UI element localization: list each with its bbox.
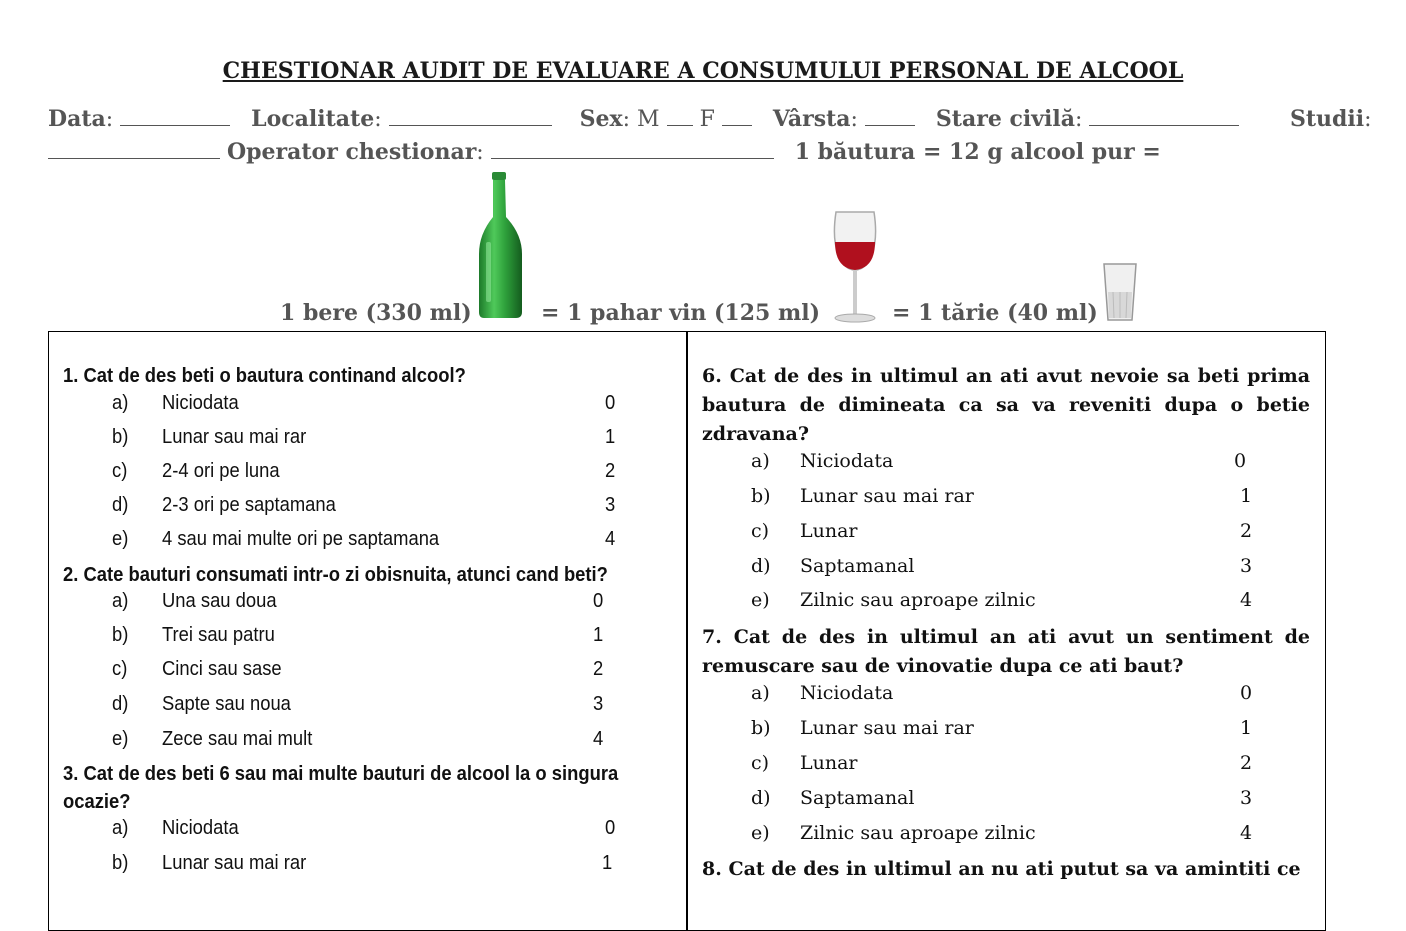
q7-option-c-letter: c): [751, 752, 770, 774]
q6-option-d-score: 3: [1240, 555, 1253, 577]
q3-option-b-letter: b): [112, 852, 129, 874]
q7-option-b-score: 1: [1240, 717, 1253, 739]
q3-option-a-label[interactable]: Niciodata: [162, 817, 239, 839]
q1-option-b-letter: b): [112, 426, 129, 448]
q6-option-c-letter: c): [751, 520, 770, 542]
sex-f-field[interactable]: [722, 107, 752, 126]
q2-option-a-score: 0: [593, 590, 604, 612]
q3-option-a-letter: a): [112, 817, 129, 839]
question-7: 7. Cat de des in ultimul an ati avut un sentiment de remuscare sau de vinovatie dupa ce ati baut?: [702, 626, 1310, 677]
q6-option-d-letter: d): [751, 555, 771, 577]
q7-option-d-label[interactable]: Saptamanal: [800, 787, 915, 809]
q1-option-d-score: 3: [605, 494, 616, 516]
operator-label: Operator chestionar: [227, 139, 477, 165]
q1-option-c-letter: c): [112, 460, 128, 482]
wine-glass-icon: [830, 208, 880, 324]
q6-option-a-label[interactable]: Niciodata: [800, 450, 894, 472]
q2-option-c-label[interactable]: Cinci sau sase: [162, 658, 282, 680]
q1-option-b-label[interactable]: Lunar sau mai rar: [162, 426, 307, 448]
q1-option-b-score: 1: [605, 426, 616, 448]
q2-option-d-score: 3: [593, 693, 604, 715]
q7-option-d-score: 3: [1240, 787, 1253, 809]
standard-drink-label: 1 băutura = 12 g alcool pur =: [794, 139, 1161, 165]
q3-option-b-label[interactable]: Lunar sau mai rar: [162, 852, 307, 874]
spirit-label: = 1 tărie (40 ml): [892, 300, 1098, 326]
q6-option-e-letter: e): [751, 589, 770, 611]
question-2: 2. Cate bauturi consumati intr-o zi obisnuita, atunci cand beti?: [63, 564, 608, 586]
q6-option-c-score: 2: [1240, 520, 1253, 542]
q7-option-a-score: 0: [1240, 682, 1253, 704]
q6-option-e-score: 4: [1240, 589, 1253, 611]
beer-label: 1 bere (330 ml): [280, 300, 472, 326]
q7-option-e-score: 4: [1240, 822, 1253, 844]
data-field[interactable]: [120, 107, 230, 126]
q2-option-c-letter: c): [112, 658, 128, 680]
q2-option-e-letter: e): [112, 728, 129, 750]
q6-option-d-label[interactable]: Saptamanal: [800, 555, 915, 577]
q6-option-c-label[interactable]: Lunar: [800, 520, 858, 542]
q1-option-e-score: 4: [605, 528, 616, 550]
respondent-info-line-1: Data: Localitate: Sex: M F Vârsta: Stare civilă:: [48, 106, 1378, 132]
q1-option-e-label[interactable]: 4 sau mai multe ori pe saptamana: [162, 528, 440, 550]
q7-option-b-letter: b): [751, 717, 771, 739]
q7-option-b-label[interactable]: Lunar sau mai rar: [800, 717, 974, 739]
varsta-label: Vârsta: [772, 106, 851, 132]
q1-option-a-score: 0: [605, 392, 616, 414]
page-title: CHESTIONAR AUDIT DE EVALUARE A CONSUMULUI PERSONAL DE ALCOOL: [222, 58, 1184, 84]
q6-option-b-letter: b): [751, 485, 771, 507]
data-label: Data: [48, 106, 106, 132]
stare-civila-field[interactable]: [1089, 107, 1239, 126]
q7-option-d-letter: d): [751, 787, 771, 809]
q7-option-e-label[interactable]: Zilnic sau aproape zilnic: [800, 822, 1036, 844]
q2-option-e-label[interactable]: Zece sau mai mult: [162, 728, 313, 750]
q6-option-b-label[interactable]: Lunar sau mai rar: [800, 485, 974, 507]
studii-label: Studii: [1290, 106, 1365, 132]
respondent-info-line-2: Operator chestionar: 1 băutura = 12 g alcool pur =: [48, 139, 1378, 165]
q7-option-a-letter: a): [751, 682, 770, 704]
q7-option-c-score: 2: [1240, 752, 1253, 774]
beer-bottle-icon: [476, 172, 526, 320]
question-8: 8. Cat de des in ultimul an nu ati putut sa va amintiti ce: [702, 858, 1301, 880]
question-3-line-1: 3. Cat de des beti 6 sau mai multe bauturi de alcool la o singura: [63, 763, 619, 785]
question-1: 1. Cat de des beti o bautura continand alcool?: [63, 365, 466, 387]
q6-option-b-score: 1: [1240, 485, 1253, 507]
varsta-field[interactable]: [865, 107, 915, 126]
shot-glass-icon: [1102, 262, 1138, 324]
q2-option-c-score: 2: [593, 658, 604, 680]
q2-option-e-score: 4: [593, 728, 604, 750]
q1-option-d-label[interactable]: 2-3 ori pe saptamana: [162, 494, 336, 516]
q2-option-d-letter: d): [112, 693, 129, 715]
q6-option-a-score: 0: [1234, 450, 1247, 472]
q1-option-a-letter: a): [112, 392, 129, 414]
localitate-field[interactable]: [389, 107, 552, 126]
stare-civila-label: Stare civilă: [935, 106, 1075, 132]
sex-label: Sex: [579, 106, 623, 132]
q3-option-b-score: 1: [602, 852, 613, 874]
q1-option-c-label[interactable]: 2-4 ori pe luna: [162, 460, 280, 482]
q6-option-a-letter: a): [751, 450, 770, 472]
q1-option-a-label[interactable]: Niciodata: [162, 392, 239, 414]
operator-field[interactable]: [491, 140, 774, 159]
question-3-line-2: ocazie?: [63, 791, 131, 813]
column-divider: [686, 331, 688, 931]
q2-option-b-score: 1: [593, 624, 604, 646]
q6-option-e-label[interactable]: Zilnic sau aproape zilnic: [800, 589, 1036, 611]
q2-option-b-letter: b): [112, 624, 129, 646]
studii-field[interactable]: [48, 140, 220, 159]
q7-option-e-letter: e): [751, 822, 770, 844]
q1-option-c-score: 2: [605, 460, 616, 482]
sex-m-label: M: [637, 107, 660, 132]
wine-label: = 1 pahar vin (125 ml): [541, 300, 821, 326]
localitate-label: Localitate: [251, 106, 375, 132]
q7-option-c-label[interactable]: Lunar: [800, 752, 858, 774]
sex-f-label: F: [699, 107, 715, 132]
question-6: 6. Cat de des in ultimul an ati avut nevoie sa beti prima bautura de dimineata ca sa va reveniti dupa o betie zdravana?: [702, 365, 1310, 445]
q2-option-d-label[interactable]: Sapte sau noua: [162, 693, 291, 715]
q3-option-a-score: 0: [605, 817, 616, 839]
q1-option-d-letter: d): [112, 494, 129, 516]
q2-option-a-label[interactable]: Una sau doua: [162, 590, 277, 612]
q7-option-a-label[interactable]: Niciodata: [800, 682, 894, 704]
q2-option-b-label[interactable]: Trei sau patru: [162, 624, 275, 646]
q1-option-e-letter: e): [112, 528, 129, 550]
sex-m-field[interactable]: [667, 107, 693, 126]
studii-wrap: Studii:: [1290, 106, 1372, 132]
q2-option-a-letter: a): [112, 590, 129, 612]
